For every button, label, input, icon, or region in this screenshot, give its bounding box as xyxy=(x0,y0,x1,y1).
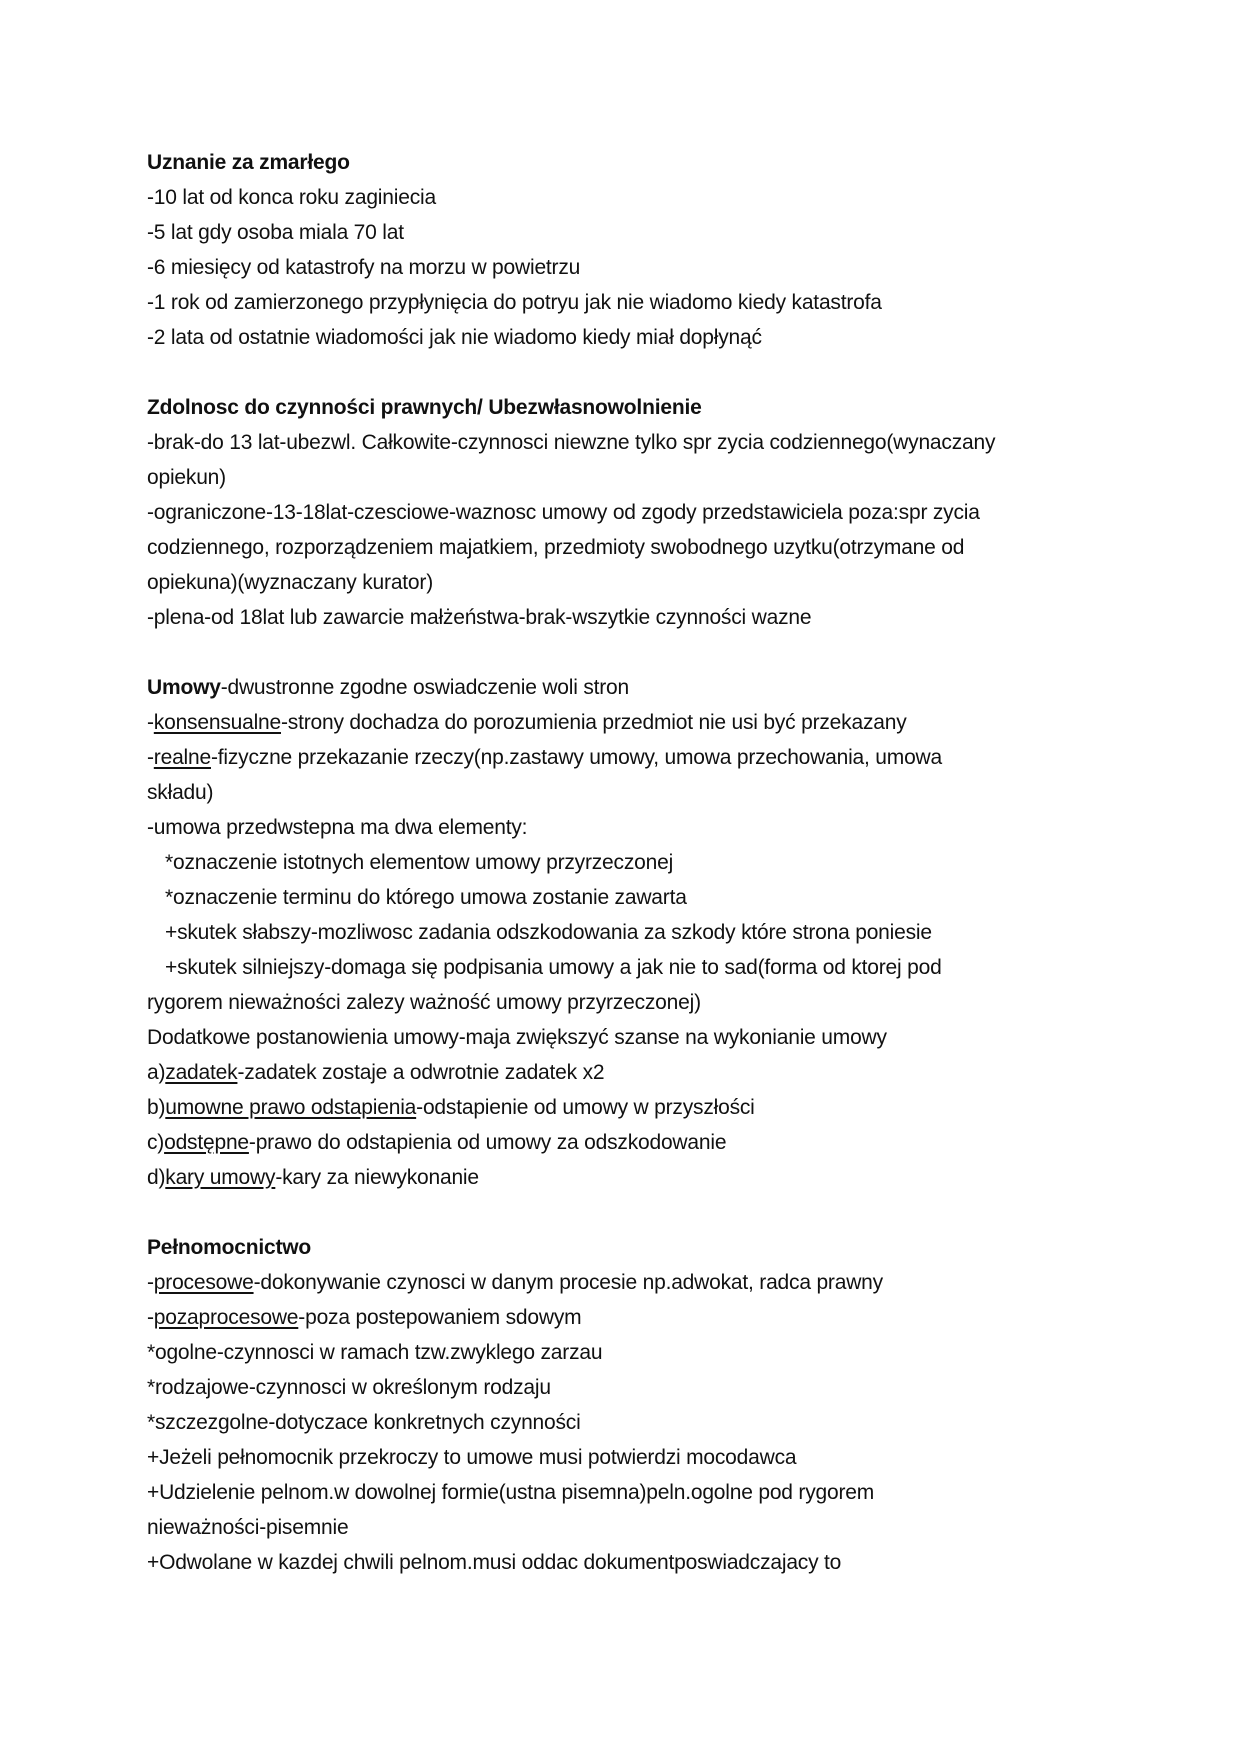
text-fragment: b) xyxy=(147,1096,166,1119)
text-line: *oznaczenie terminu do którego umowa zostanie zawarta xyxy=(165,886,687,909)
document-body xyxy=(147,145,1107,1580)
text-fragment: c) xyxy=(147,1131,165,1154)
text-line: +Jeżeli pełnomocnik przekroczy to umowe musi potwierdzi mocodawca xyxy=(147,1446,797,1469)
text-line: -ograniczone-13-18lat-czesciowe-waznosc umowy od zgody przedstawiciela poza:spr zycia xyxy=(147,501,980,524)
section-intro-umowy xyxy=(147,670,1107,705)
text-line: opiekuna)(wyznaczany kurator) xyxy=(147,571,433,594)
text-line: składu) xyxy=(147,781,214,804)
text-line: opiekun) xyxy=(147,466,226,489)
paragraph-gap xyxy=(147,635,1107,670)
text-fragment: -dwustronne zgodne oswiadczenie woli stron xyxy=(220,676,630,699)
text-line: -2 lata od ostatnie wiadomości jak nie wiadomo kiedy miał dopłynąć xyxy=(147,326,762,349)
text-line: -plena-od 18lat lub zawarcie małżeństwa-brak-wszytkie czynności wazne xyxy=(147,606,812,629)
text-line: -6 miesięcy od katastrofy na morzu w powietrzu xyxy=(147,256,581,279)
text-line xyxy=(147,1160,1107,1195)
underlined-term: zadatek xyxy=(165,1061,238,1084)
text-line: -10 lat od konca roku zaginiecia xyxy=(147,186,436,209)
underlined-term: kary umowy xyxy=(165,1166,276,1189)
text-line: *oznaczenie istotnych elementow umowy przyrzeczonej xyxy=(165,851,674,874)
text-line: -1 rok od zamierzonego przypłynięcia do potryu jak nie wiadomo kiedy katastrofa xyxy=(147,291,882,314)
paragraph-gap xyxy=(147,1195,1107,1230)
text-line: *rodzajowe-czynnosci w określonym rodzaju xyxy=(147,1376,551,1399)
paragraph-gap xyxy=(147,355,1107,390)
section-heading-umowy: Umowy xyxy=(147,676,221,699)
underlined-term: odstępne xyxy=(164,1131,249,1154)
text-line xyxy=(147,1090,1107,1125)
text-line: +skutek silniejszy-domaga się podpisania umowy a jak nie to sad(forma od ktorej pod xyxy=(165,956,942,979)
text-fragment: - xyxy=(147,746,154,769)
text-fragment: -odstapienie od umowy w przyszłości xyxy=(416,1096,755,1119)
text-line: +Udzielenie pelnom.w dowolnej formie(ustna pisemna)peln.ogolne pod rygorem xyxy=(147,1481,875,1504)
section-heading-pelnomocnictwo: Pełnomocnictwo xyxy=(147,1236,312,1259)
text-fragment: -dokonywanie czynosci w danym procesie np.adwokat, radca prawny xyxy=(253,1271,883,1294)
text-line xyxy=(147,1300,1107,1335)
text-line: +Odwolane w kazdej chwili pelnom.musi oddac dokumentposwiadczajacy to xyxy=(147,1551,842,1574)
text-line xyxy=(147,1125,1107,1160)
text-fragment: - xyxy=(147,711,154,734)
text-fragment: a) xyxy=(147,1061,166,1084)
text-fragment: -poza postepowaniem sdowym xyxy=(298,1306,582,1329)
text-line: Dodatkowe postanowienia umowy-maja zwiększyć szanse na wykonianie umowy xyxy=(147,1026,887,1049)
text-fragment: -strony dochadza do porozumienia przedmiot nie usi być przekazany xyxy=(281,711,907,734)
section-heading-zdolnosc: Zdolnosc do czynności prawnych/ Ubezwłasnowolnienie xyxy=(147,396,702,419)
underlined-term: umowne prawo odstapienia xyxy=(165,1096,417,1119)
text-line: -5 lat gdy osoba miala 70 lat xyxy=(147,221,404,244)
text-line xyxy=(147,740,1107,775)
underlined-term: konsensualne xyxy=(153,711,281,734)
text-fragment: d) xyxy=(147,1166,166,1189)
text-fragment: -prawo do odstapienia od umowy za odszkodowanie xyxy=(248,1131,727,1154)
section-heading-uznanie: Uznanie za zmarłego xyxy=(147,151,350,174)
text-line: *ogolne-czynnosci w ramach tzw.zwyklego zarzau xyxy=(147,1341,603,1364)
text-line: *szczezgolne-dotyczace konkretnych czynności xyxy=(147,1411,581,1434)
text-fragment: -zadatek zostaje a odwrotnie zadatek x2 xyxy=(237,1061,605,1084)
text-fragment: - xyxy=(147,1306,154,1329)
underlined-term: pozaprocesowe xyxy=(153,1306,299,1329)
text-fragment: -fizyczne przekazanie rzeczy(np.zastawy umowy, umowa przechowania, umowa xyxy=(210,746,942,769)
text-fragment: - xyxy=(147,1271,154,1294)
text-line: rygorem nieważności zalezy ważność umowy przyrzeczonej) xyxy=(147,991,701,1014)
text-line: -brak-do 13 lat-ubezwl. Całkowite-czynnosci niewzne tylko spr zycia codziennego(wynaczany xyxy=(147,431,996,454)
text-line xyxy=(147,705,1107,740)
text-line: nieważności-pisemnie xyxy=(147,1516,349,1539)
underlined-term: procesowe xyxy=(153,1271,254,1294)
text-line xyxy=(147,1055,1107,1090)
text-line: -umowa przedwstepna ma dwa elementy: xyxy=(147,816,528,839)
text-line: +skutek słabszy-mozliwosc zadania odszkodowania za szkody które strona poniesie xyxy=(165,921,932,944)
text-fragment: -kary za niewykonanie xyxy=(275,1166,479,1189)
text-line: codziennego, rozporządzeniem majatkiem, przedmioty swobodnego uzytku(otrzymane od xyxy=(147,536,965,559)
text-line xyxy=(147,1265,1107,1300)
underlined-term: realne xyxy=(153,746,211,769)
